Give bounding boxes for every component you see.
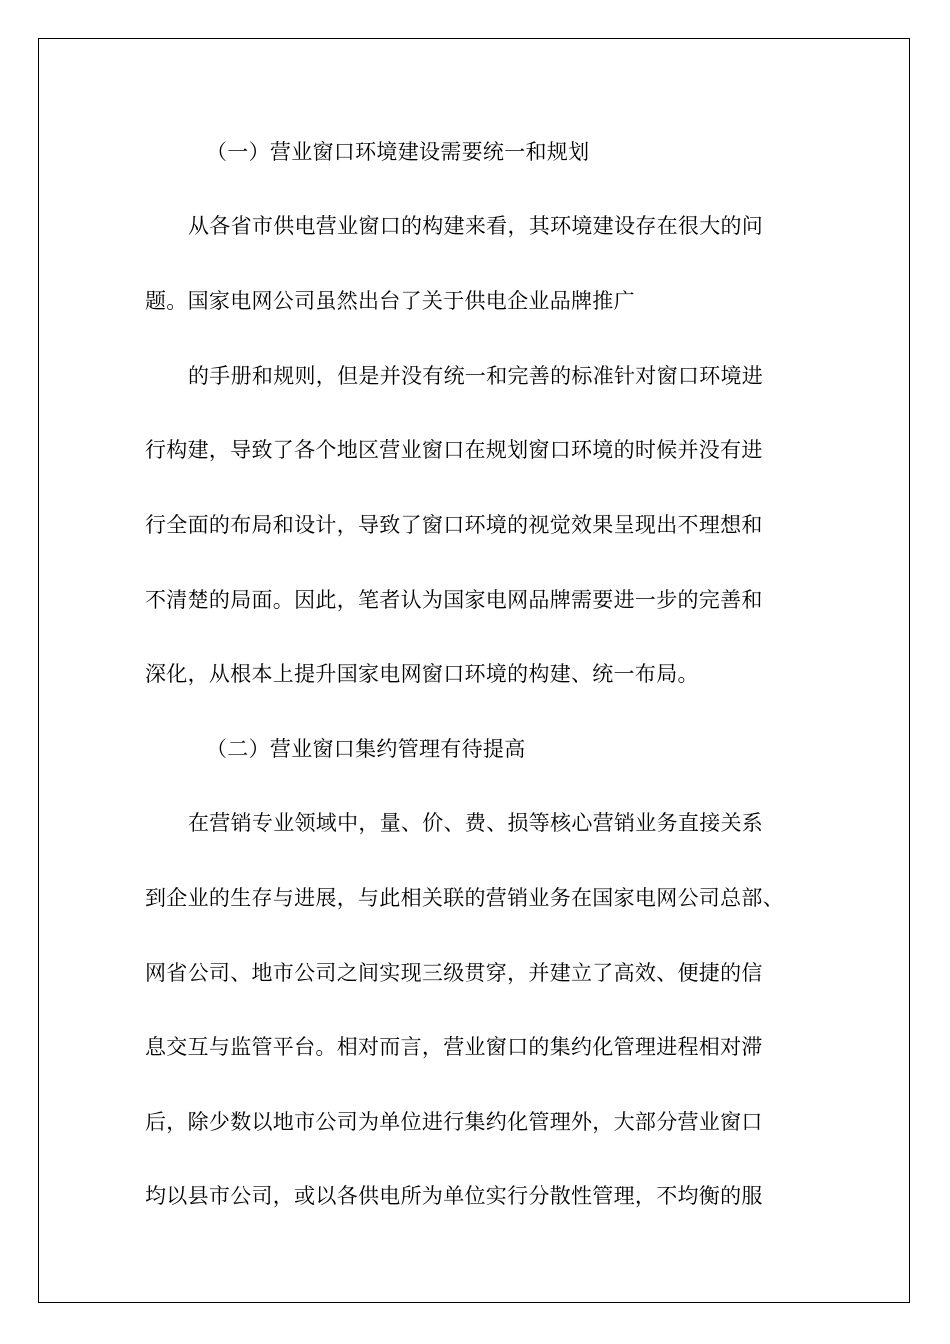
paragraph-line: 均以县市公司，或以各供电所为单位实行分散性管理，不均衡的服 xyxy=(145,1184,763,1208)
paragraph-line: 行构建，导致了各个地区营业窗口在规划窗口环境的时候并没有进 xyxy=(145,438,763,462)
paragraph-line: 深化，从根本上提升国家电网窗口环境的构建、统一布局。 xyxy=(145,662,699,686)
section-heading-1: （一）营业窗口环境建设需要统一和规划 xyxy=(206,140,590,164)
paragraph-line: 题。国家电网公司虽然出台了关于供电企业品牌推广 xyxy=(145,289,635,313)
paragraph-line: 网省公司、地市公司之间实现三级贯穿，并建立了高效、便捷的信 xyxy=(145,961,763,985)
paragraph-line: 不清楚的局面。因此，笔者认为国家电网品牌需要进一步的完善和 xyxy=(145,588,763,612)
paragraph-line: 行全面的布局和设计，导致了窗口环境的视觉效果呈现出不理想和 xyxy=(145,513,763,537)
paragraph-line: 在营销专业领域中，量、价、费、损等核心营销业务直接关系 xyxy=(188,811,764,835)
paragraph-line: 息交互与监管平台。相对而言，营业窗口的集约化管理进程相对滞 xyxy=(145,1035,763,1059)
section-heading-2: （二）营业窗口集约管理有待提高 xyxy=(206,737,526,761)
paragraph-line: 从各省市供电营业窗口的构建来看，其环境建设存在很大的问 xyxy=(188,214,764,238)
paragraph-line: 的手册和规则，但是并没有统一和完善的标准针对窗口环境进 xyxy=(188,364,764,388)
paragraph-line: 后，除少数以地市公司为单位进行集约化管理外，大部分营业窗口 xyxy=(145,1110,763,1134)
paragraph-line: 到企业的生存与进展，与此相关联的营销业务在国家电网公司总部、 xyxy=(145,886,784,910)
